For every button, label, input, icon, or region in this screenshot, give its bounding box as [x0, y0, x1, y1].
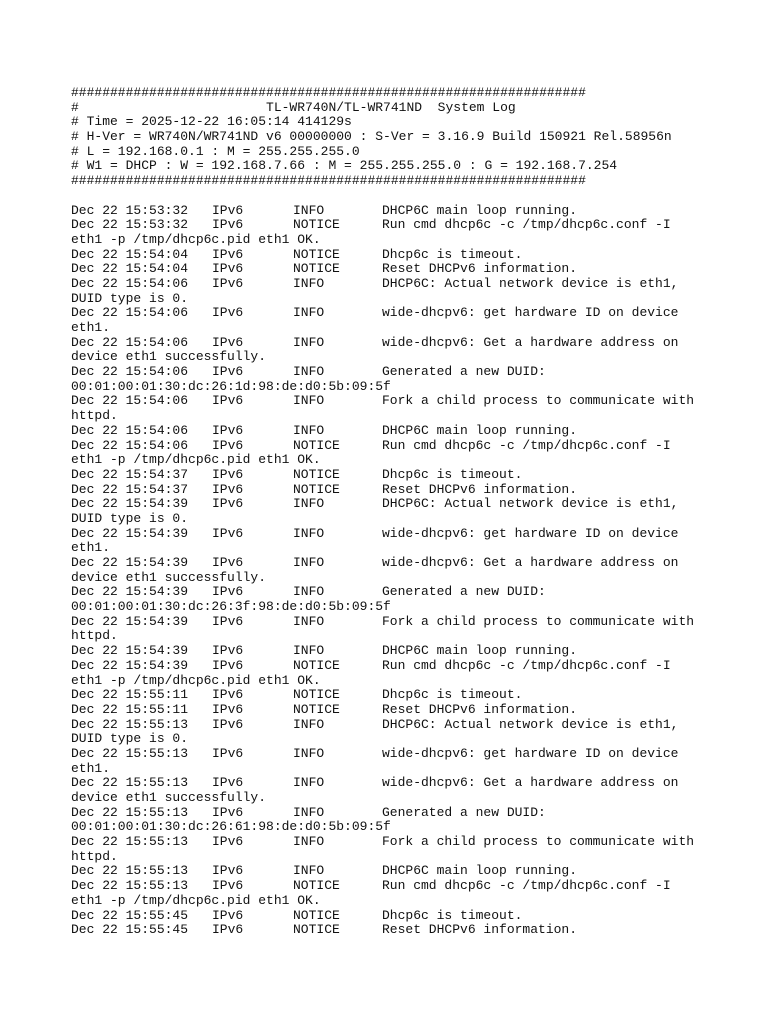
log-category: IPv6: [212, 496, 244, 512]
log-date: Dec 22 15:53:32: [71, 202, 189, 218]
log-category: IPv6: [212, 481, 244, 497]
log-entry-row: [71, 923, 711, 938]
log-entry: [71, 336, 711, 365]
log-message: DHCP6C main loop running.: [382, 863, 578, 879]
log-entry: [71, 688, 711, 703]
log-entry: [71, 703, 711, 718]
log-entry: [71, 879, 711, 908]
log-category: IPv6: [212, 584, 244, 600]
log-entry: [71, 483, 711, 498]
log-category: IPv6: [212, 687, 244, 703]
log-message-continuation: 00:01:00:01:30:dc:26:1d:98:de:d0:5b:09:5f: [71, 378, 391, 394]
log-message: Reset DHCPv6 information.: [382, 261, 578, 277]
log-category: IPv6: [212, 202, 244, 218]
log-level: NOTICE: [293, 466, 340, 482]
log-category: IPv6: [212, 922, 244, 938]
log-message: Dhcp6c is timeout.: [382, 907, 523, 923]
log-level: INFO: [293, 202, 325, 218]
log-date: Dec 22 15:55:13: [71, 716, 189, 732]
log-level: NOTICE: [293, 246, 340, 262]
log-category: IPv6: [212, 393, 244, 409]
log-date: Dec 22 15:55:11: [71, 701, 189, 717]
log-message-continuation: eth1 -p /tmp/dhcp6c.pid eth1 OK.: [71, 452, 321, 468]
log-date: Dec 22 15:54:37: [71, 466, 189, 482]
log-message: DHCP6C: Actual network device is eth1,: [382, 275, 679, 291]
log-entry: [71, 468, 711, 483]
log-message-continuation: 00:01:00:01:30:dc:26:61:98:de:d0:5b:09:5f: [71, 819, 391, 835]
log-entry-row: [71, 688, 711, 703]
log-entry-row: [71, 424, 711, 439]
log-level: INFO: [293, 422, 325, 438]
log-message-continuation: device eth1 successfully.: [71, 569, 267, 585]
log-entry: [71, 262, 711, 277]
log-date: Dec 22 15:54:39: [71, 555, 189, 570]
log-date: Dec 22 15:55:13: [71, 834, 189, 850]
log-level: NOTICE: [293, 657, 340, 673]
log-date: Dec 22 15:54:06: [71, 364, 189, 380]
log-message: Dhcp6c is timeout.: [382, 466, 523, 482]
log-date: Dec 22 15:54:39: [71, 584, 189, 600]
log-category: IPv6: [212, 525, 244, 541]
log-date: Dec 22 15:54:39: [71, 657, 189, 673]
log-category: IPv6: [212, 643, 244, 659]
log-entry-row: [71, 615, 711, 630]
log-level: INFO: [293, 496, 325, 512]
log-level: INFO: [293, 555, 325, 570]
log-date: Dec 22 15:54:04: [71, 246, 189, 262]
log-category: IPv6: [212, 246, 244, 262]
log-entry-row: [71, 644, 711, 659]
log-message: wide-dhcpv6: Get a hardware address on: [382, 775, 679, 791]
log-date: Dec 22 15:55:13: [71, 878, 189, 894]
log-date: Dec 22 15:54:39: [71, 525, 189, 541]
log-category: IPv6: [212, 701, 244, 717]
log-message-continuation: 00:01:00:01:30:dc:26:3f:98:de:d0:5b:09:5f: [71, 599, 391, 615]
log-entry-row: [71, 585, 711, 600]
log-category: IPv6: [212, 217, 244, 233]
header-border-bottom: ##################################################################: [71, 173, 586, 189]
log-message: DHCP6C: Actual network device is eth1,: [382, 496, 679, 512]
log-entry: [71, 497, 711, 526]
log-entry: [71, 365, 711, 394]
log-entry: [71, 306, 711, 335]
log-category: IPv6: [212, 804, 244, 820]
log-message: wide-dhcpv6: get hardware ID on device: [382, 525, 679, 541]
log-date: Dec 22 15:54:06: [71, 275, 189, 291]
log-entry-row: [71, 556, 711, 571]
log-message: Run cmd dhcp6c -c /tmp/dhcp6c.conf -I: [382, 217, 671, 233]
log-entry-row: [71, 776, 711, 791]
log-message: Dhcp6c is timeout.: [382, 687, 523, 703]
log-date: Dec 22 15:54:06: [71, 437, 189, 453]
log-date: Dec 22 15:55:11: [71, 687, 189, 703]
log-entry: [71, 659, 711, 688]
log-message-continuation: eth1 -p /tmp/dhcp6c.pid eth1 OK.: [71, 892, 321, 908]
header-wan: # W1 = DHCP : W = 192.168.7.66 : M = 255.255.255.0 : G = 192.168.7.254: [71, 158, 618, 174]
log-entry-row: [71, 703, 711, 718]
log-level: INFO: [293, 716, 325, 732]
log-entry: [71, 864, 711, 879]
log-level: INFO: [293, 305, 325, 321]
log-category: IPv6: [212, 716, 244, 732]
log-date: Dec 22 15:54:37: [71, 481, 189, 497]
log-date: Dec 22 15:55:45: [71, 922, 189, 938]
log-message: Run cmd dhcp6c -c /tmp/dhcp6c.conf -I: [382, 878, 671, 894]
header-border-top: ##################################################################: [71, 85, 586, 100]
log-date: Dec 22 15:54:06: [71, 305, 189, 321]
log-entry: [71, 806, 711, 835]
log-entry-row: [71, 306, 711, 321]
log-category: IPv6: [212, 907, 244, 923]
log-category: IPv6: [212, 305, 244, 321]
log-message-continuation: eth1 -p /tmp/dhcp6c.pid eth1 OK.: [71, 231, 321, 247]
log-date: Dec 22 15:55:13: [71, 804, 189, 820]
log-category: IPv6: [212, 834, 244, 850]
log-entry: [71, 556, 711, 585]
log-level: INFO: [293, 525, 325, 541]
header-version: # H-Ver = WR740N/WR741ND v6 00000000 : S-Ver = 3.16.9 Build 150921 Rel.58956n: [71, 129, 672, 145]
log-message: wide-dhcpv6: Get a hardware address on: [382, 555, 679, 570]
log-date: Dec 22 15:55:13: [71, 863, 189, 879]
log-message: DHCP6C main loop running.: [382, 202, 578, 218]
log-date: Dec 22 15:54:39: [71, 613, 189, 629]
log-message: Generated a new DUID:: [382, 584, 546, 600]
log-message: DHCP6C main loop running.: [382, 643, 578, 659]
log-category: IPv6: [212, 878, 244, 894]
log-level: INFO: [293, 745, 325, 761]
log-entry-row: [71, 806, 711, 821]
log-date: Dec 22 15:54:06: [71, 422, 189, 438]
log-message-continuation: eth1.: [71, 540, 111, 556]
log-entry: [71, 394, 711, 423]
log-message-continuation: DUID type is 0.: [71, 731, 189, 747]
log-entry: [71, 776, 711, 805]
log-message-continuation: httpd.: [71, 628, 118, 644]
log-message: Fork a child process to communicate with: [382, 834, 695, 850]
log-entry: [71, 204, 711, 219]
log-level: INFO: [293, 804, 325, 820]
log-entry-row: [71, 835, 711, 850]
log-entry: [71, 718, 711, 747]
log-entry-row: [71, 277, 711, 292]
log-level: INFO: [293, 834, 325, 850]
log-level: NOTICE: [293, 878, 340, 894]
log-message: DHCP6C: Actual network device is eth1,: [382, 716, 679, 732]
log-message-continuation: eth1.: [71, 760, 111, 776]
log-level: INFO: [293, 775, 325, 791]
header-time: # Time = 2025-12-22 16:05:14 414129s: [71, 114, 352, 130]
log-entry: [71, 585, 711, 614]
log-entry: [71, 439, 711, 468]
log-entry-row: [71, 879, 711, 894]
log-entry-row: [71, 468, 711, 483]
log-level: INFO: [293, 613, 325, 629]
log-level: NOTICE: [293, 922, 340, 938]
log-entry-row: [71, 864, 711, 879]
log-message: Run cmd dhcp6c -c /tmp/dhcp6c.conf -I: [382, 657, 671, 673]
log-message: Reset DHCPv6 information.: [382, 922, 578, 938]
log-entry-row: [71, 248, 711, 263]
log-entry-row: [71, 439, 711, 454]
log-entry-row: [71, 218, 711, 233]
log-category: IPv6: [212, 261, 244, 277]
log-message: Fork a child process to communicate with: [382, 613, 695, 629]
log-date: Dec 22 15:54:39: [71, 496, 189, 512]
log-level: INFO: [293, 275, 325, 291]
log-date: Dec 22 15:53:32: [71, 217, 189, 233]
log-date: Dec 22 15:55:13: [71, 775, 189, 791]
log-level: NOTICE: [293, 701, 340, 717]
log-entry-row: [71, 909, 711, 924]
log-entry-row: [71, 336, 711, 351]
log-entry-row: [71, 527, 711, 542]
log-message-continuation: eth1.: [71, 320, 111, 335]
log-category: IPv6: [212, 775, 244, 791]
log-level: INFO: [293, 334, 325, 350]
log-date: Dec 22 15:54:39: [71, 643, 189, 659]
log-entry-row: [71, 365, 711, 380]
log-entry: [71, 923, 711, 938]
log-message-continuation: httpd.: [71, 848, 118, 864]
log-entry: [71, 644, 711, 659]
log-header: [71, 86, 711, 189]
log-entry-row: [71, 659, 711, 674]
log-category: IPv6: [212, 437, 244, 453]
log-level: NOTICE: [293, 481, 340, 497]
log-entry: [71, 747, 711, 776]
log-level: INFO: [293, 863, 325, 879]
log-message: wide-dhcpv6: get hardware ID on device: [382, 305, 679, 321]
log-date: Dec 22 15:55:45: [71, 907, 189, 923]
log-entry-row: [71, 204, 711, 219]
log-category: IPv6: [212, 555, 244, 570]
log-entry-row: [71, 497, 711, 512]
log-message-continuation: DUID type is 0.: [71, 510, 189, 526]
log-message: wide-dhcpv6: get hardware ID on device: [382, 745, 679, 761]
log-entry-row: [71, 394, 711, 409]
log-entry-row: [71, 718, 711, 733]
header-spacer: [71, 189, 711, 204]
log-category: IPv6: [212, 657, 244, 673]
log-entry-row: [71, 747, 711, 762]
header-lan: # L = 192.168.0.1 : M = 255.255.255.0: [71, 143, 360, 159]
log-date: Dec 22 15:54:06: [71, 393, 189, 409]
log-entry: [71, 615, 711, 644]
log-level: NOTICE: [293, 437, 340, 453]
log-entry: [71, 835, 711, 864]
log-message: Generated a new DUID:: [382, 804, 546, 820]
log-entries: [71, 204, 711, 938]
header-title: # TL-WR740N/TL-WR741ND System Log: [71, 99, 516, 115]
log-entry-row: [71, 262, 711, 277]
log-entry: [71, 248, 711, 263]
log-message-continuation: eth1 -p /tmp/dhcp6c.pid eth1 OK.: [71, 672, 321, 688]
log-category: IPv6: [212, 863, 244, 879]
log-category: IPv6: [212, 334, 244, 350]
log-category: IPv6: [212, 745, 244, 761]
log-category: IPv6: [212, 466, 244, 482]
log-message-continuation: httpd.: [71, 408, 118, 424]
log-message-continuation: DUID type is 0.: [71, 290, 189, 306]
log-level: NOTICE: [293, 687, 340, 703]
log-level: INFO: [293, 643, 325, 659]
log-category: IPv6: [212, 613, 244, 629]
log-message: Reset DHCPv6 information.: [382, 481, 578, 497]
system-log-document: [71, 86, 711, 938]
log-entry: [71, 218, 711, 247]
log-date: Dec 22 15:54:06: [71, 334, 189, 350]
log-message: wide-dhcpv6: Get a hardware address on: [382, 334, 679, 350]
log-level: INFO: [293, 364, 325, 380]
log-message-continuation: device eth1 successfully.: [71, 349, 267, 365]
log-level: INFO: [293, 584, 325, 600]
log-category: IPv6: [212, 275, 244, 291]
log-entry: [71, 909, 711, 924]
log-level: NOTICE: [293, 261, 340, 277]
log-category: IPv6: [212, 422, 244, 438]
log-entry: [71, 527, 711, 556]
log-date: Dec 22 15:55:13: [71, 745, 189, 761]
log-entry: [71, 424, 711, 439]
log-category: IPv6: [212, 364, 244, 380]
log-message: Reset DHCPv6 information.: [382, 701, 578, 717]
log-level: NOTICE: [293, 217, 340, 233]
log-message-continuation: device eth1 successfully.: [71, 790, 267, 805]
log-entry: [71, 277, 711, 306]
log-message: DHCP6C main loop running.: [382, 422, 578, 438]
log-message: Dhcp6c is timeout.: [382, 246, 523, 262]
log-date: Dec 22 15:54:04: [71, 261, 189, 277]
log-message: Run cmd dhcp6c -c /tmp/dhcp6c.conf -I: [382, 437, 671, 453]
log-message: Fork a child process to communicate with: [382, 393, 695, 409]
log-entry-row: [71, 483, 711, 498]
log-level: NOTICE: [293, 907, 340, 923]
log-message: Generated a new DUID:: [382, 364, 546, 380]
log-level: INFO: [293, 393, 325, 409]
